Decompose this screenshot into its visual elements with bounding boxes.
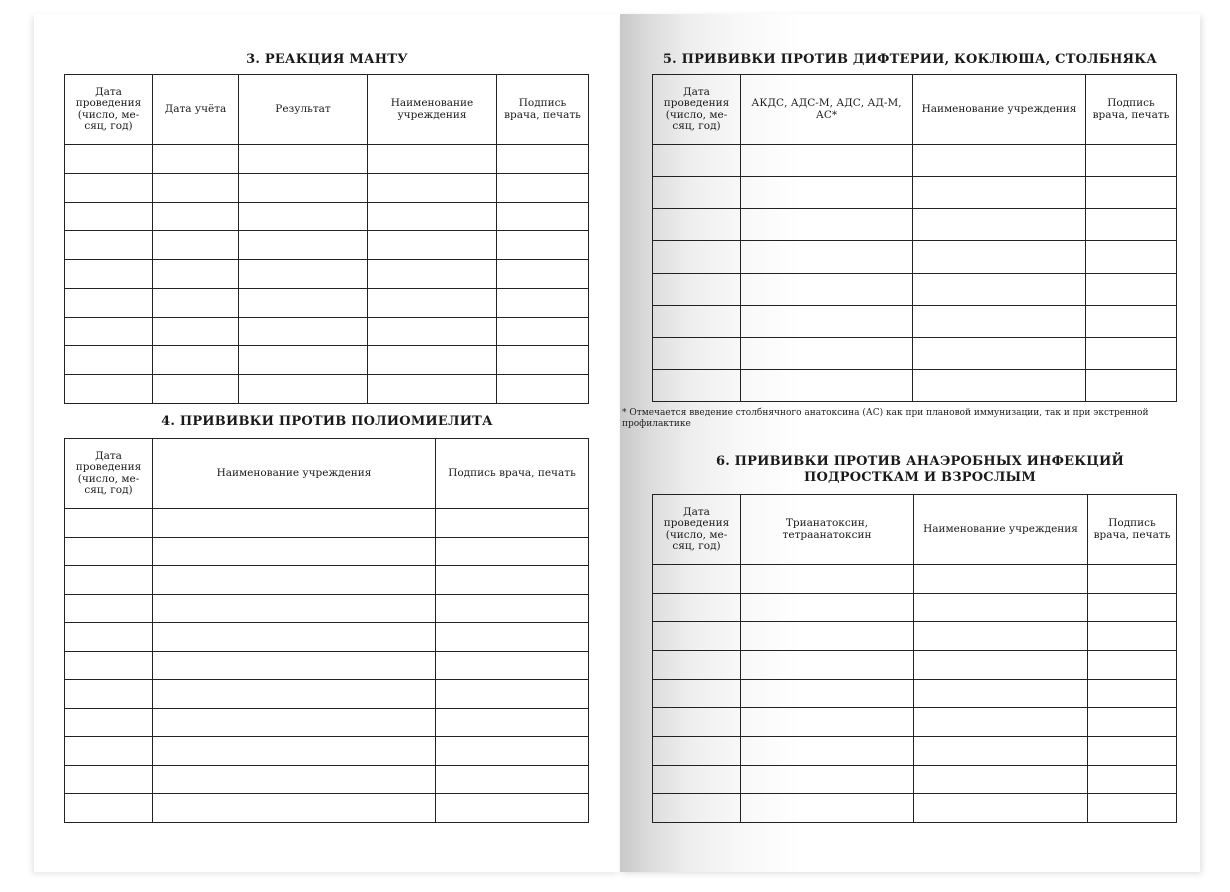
col-header-institution: Наименование учреждения [913,75,1086,145]
empty-cell [65,173,153,202]
empty-cell [1088,794,1177,823]
empty-cell [1086,273,1177,305]
empty-cell [368,260,497,289]
empty-cell [741,593,914,622]
empty-cell [1088,650,1177,679]
empty-cell [653,145,741,177]
col-header-date: Дата проведения (число, ме-сяц, год) [65,439,153,509]
empty-cell [1086,369,1177,401]
table-row [653,708,1177,737]
col-header-signature: Подпись врача, печать [1086,75,1177,145]
empty-cell [153,537,436,566]
empty-cell [497,346,589,375]
empty-cell [1086,177,1177,209]
empty-cell [153,708,436,737]
empty-cell [1088,622,1177,651]
table-row [65,145,589,174]
empty-cell [65,231,153,260]
empty-cell [1088,765,1177,794]
anaerobic-table [652,494,1177,823]
empty-cell [368,317,497,346]
empty-cell [914,765,1088,794]
col-header-toxoid: Трианатоксин, тетраанатоксин [741,495,914,565]
table-row [65,173,589,202]
empty-cell [239,260,368,289]
empty-cell [497,317,589,346]
empty-cell [65,651,153,680]
empty-cell [65,288,153,317]
table-row [653,736,1177,765]
empty-cell [914,650,1088,679]
empty-cell [1086,241,1177,273]
col-header-signature: Подпись врача, печать [1088,495,1177,565]
table-row [65,651,589,680]
empty-cell [913,177,1086,209]
empty-cell [368,346,497,375]
empty-cell [741,794,914,823]
empty-cell [436,708,589,737]
footnote: * Отмечается введение столбнячного анатоксина (АС) как при плановой иммунизации, так и при экстренной профилактике [622,408,1149,429]
empty-cell [65,317,153,346]
empty-cell [65,765,153,794]
table-row [653,565,1177,594]
empty-cell [153,173,239,202]
table-row [65,509,589,538]
table-row [65,737,589,766]
empty-cell [153,231,239,260]
table-header-row [653,495,1177,565]
empty-cell [913,305,1086,337]
table-row [653,369,1177,401]
empty-cell [239,145,368,174]
table-row [65,202,589,231]
empty-cell [741,650,914,679]
empty-cell [914,679,1088,708]
empty-cell [653,337,741,369]
empty-cell [653,679,741,708]
table-row [653,241,1177,273]
empty-cell [436,737,589,766]
empty-cell [741,209,913,241]
empty-cell [153,623,436,652]
col-header-result: Результат [239,75,368,145]
empty-cell [368,145,497,174]
table-row [65,765,589,794]
empty-cell [1086,209,1177,241]
empty-cell [1088,593,1177,622]
empty-cell [368,173,497,202]
table-row [653,765,1177,794]
table-row [653,305,1177,337]
anaerobic-rows [653,565,1177,823]
table-row [65,680,589,709]
empty-cell [153,202,239,231]
empty-cell [653,305,741,337]
empty-cell [65,145,153,174]
col-header-date: Дата проведения (число, ме-сяц, год) [653,75,741,145]
table-row [653,209,1177,241]
empty-cell [1086,305,1177,337]
table-row [653,273,1177,305]
empty-cell [653,650,741,679]
empty-cell [913,369,1086,401]
empty-cell [653,273,741,305]
empty-cell [153,509,436,538]
empty-cell [436,794,589,823]
empty-cell [741,708,914,737]
empty-cell [153,317,239,346]
table-row [65,794,589,823]
empty-cell [741,369,913,401]
empty-cell [65,375,153,404]
empty-cell [741,273,913,305]
empty-cell [65,708,153,737]
table-row [653,794,1177,823]
empty-cell [741,765,914,794]
col-header-institution: Наименование учреждения [368,75,497,145]
empty-cell [653,708,741,737]
empty-cell [653,765,741,794]
diphtheria-rows [653,145,1177,402]
empty-cell [741,622,914,651]
table-row [65,260,589,289]
empty-cell [368,288,497,317]
empty-cell [65,566,153,595]
diphtheria-table [652,74,1177,402]
empty-cell [497,145,589,174]
empty-cell [914,565,1088,594]
table-row [65,231,589,260]
empty-cell [239,317,368,346]
col-header-institution: Наименование учреждения [153,439,436,509]
empty-cell [153,346,239,375]
empty-cell [153,737,436,766]
empty-cell [1088,679,1177,708]
table-row [653,679,1177,708]
empty-cell [436,765,589,794]
empty-cell [436,594,589,623]
empty-cell [497,202,589,231]
empty-cell [914,622,1088,651]
empty-cell [741,736,914,765]
table-row [65,375,589,404]
empty-cell [653,241,741,273]
empty-cell [436,651,589,680]
col-header-reading-date: Дата учёта [153,75,239,145]
empty-cell [914,593,1088,622]
empty-cell [368,202,497,231]
empty-cell [653,369,741,401]
polio-table [64,438,589,823]
col-header-signature: Подпись врача, печать [436,439,589,509]
empty-cell [497,231,589,260]
empty-cell [741,177,913,209]
empty-cell [914,794,1088,823]
empty-cell [239,202,368,231]
table-row [65,708,589,737]
table-row [653,177,1177,209]
empty-cell [741,241,913,273]
empty-cell [239,346,368,375]
empty-cell [153,651,436,680]
empty-cell [239,375,368,404]
empty-cell [239,288,368,317]
table-row [65,594,589,623]
table-row [65,288,589,317]
empty-cell [913,209,1086,241]
right-page [620,14,1200,872]
empty-cell [913,145,1086,177]
table-header-row [653,75,1177,145]
empty-cell [741,305,913,337]
empty-cell [153,765,436,794]
empty-cell [239,173,368,202]
empty-cell [436,680,589,709]
table-row [653,622,1177,651]
empty-cell [436,566,589,595]
empty-cell [436,623,589,652]
table-row [653,337,1177,369]
empty-cell [741,565,914,594]
empty-cell [913,241,1086,273]
empty-cell [153,566,436,595]
empty-cell [153,680,436,709]
empty-cell [653,593,741,622]
col-header-signature: Подпись врача, печать [497,75,589,145]
empty-cell [914,708,1088,737]
empty-cell [914,736,1088,765]
table-row [65,623,589,652]
empty-cell [741,337,913,369]
empty-cell [65,737,153,766]
empty-cell [153,145,239,174]
empty-cell [653,209,741,241]
col-header-date: Дата проведения (число, ме-сяц, год) [653,495,741,565]
empty-cell [653,565,741,594]
empty-cell [1088,736,1177,765]
mantoux-rows [65,145,589,404]
table-header-row [65,75,589,145]
polio-rows [65,509,589,823]
empty-cell [913,337,1086,369]
empty-cell [153,260,239,289]
empty-cell [368,375,497,404]
table-row [65,566,589,595]
empty-cell [65,623,153,652]
empty-cell [497,173,589,202]
table-row [65,346,589,375]
left-page [34,14,620,872]
empty-cell [65,260,153,289]
section-3-title: 3. РЕАКЦИЯ МАНТУ [246,52,408,67]
empty-cell [1088,565,1177,594]
empty-cell [1086,145,1177,177]
empty-cell [239,231,368,260]
empty-cell [653,736,741,765]
section-5-title: 5. ПРИВИВКИ ПРОТИВ ДИФТЕРИИ, КОКЛЮША, СТОЛБНЯКА [662,52,1158,67]
section-6-title: 6. ПРИВИВКИ ПРОТИВ АНАЭРОБНЫХ ИНФЕКЦИЙ ПОДРОСТКАМ И ВЗРОСЛЫМ [715,454,1125,485]
empty-cell [65,680,153,709]
table-row [653,650,1177,679]
empty-cell [436,537,589,566]
empty-cell [65,594,153,623]
section-4-title: 4. ПРИВИВКИ ПРОТИВ ПОЛИОМИЕЛИТА [161,414,493,429]
col-header-vaccine: АКДС, АДС-М, АДС, АД-М, АС* [741,75,913,145]
empty-cell [653,794,741,823]
empty-cell [1086,337,1177,369]
empty-cell [65,537,153,566]
table-header-row [65,439,589,509]
empty-cell [153,794,436,823]
mantoux-table [64,74,589,404]
empty-cell [1088,708,1177,737]
table-row [653,145,1177,177]
empty-cell [65,346,153,375]
empty-cell [653,177,741,209]
table-row [65,537,589,566]
col-header-date: Дата проведения (число, ме-сяц, год) [65,75,153,145]
empty-cell [436,509,589,538]
empty-cell [153,594,436,623]
empty-cell [653,622,741,651]
empty-cell [153,288,239,317]
empty-cell [497,260,589,289]
empty-cell [497,288,589,317]
col-header-institution: Наименование учреждения [914,495,1088,565]
empty-cell [65,202,153,231]
empty-cell [741,145,913,177]
empty-cell [153,375,239,404]
table-row [65,317,589,346]
empty-cell [913,273,1086,305]
empty-cell [65,509,153,538]
empty-cell [368,231,497,260]
empty-cell [741,679,914,708]
table-row [653,593,1177,622]
empty-cell [497,375,589,404]
empty-cell [65,794,153,823]
